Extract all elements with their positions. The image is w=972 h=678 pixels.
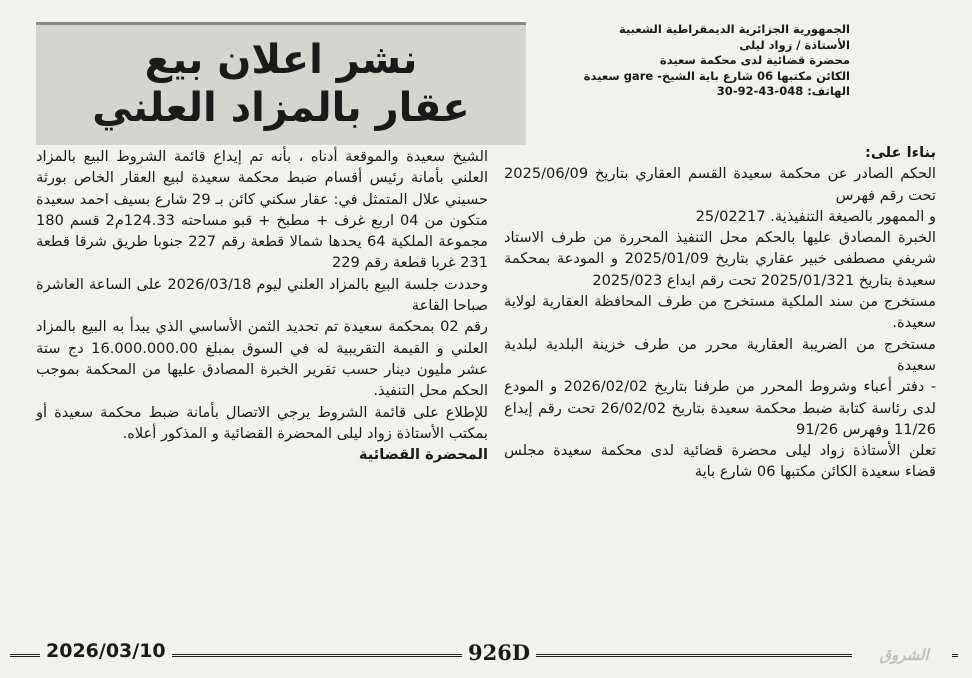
- paragraph-property-description: الشيخ سعيدة والموقعة أدناه ، بأنه تم إيداع قائمة الشروط البيع بالمزاد العلني بأمانة رئيس أقسام ضبط محكمة سعيدة لبيع العقار الخاص بورثة حسيني علال المتمثل في: عقار سكني كائن بـ 29 شارع بسيف احمد سعيدة متكون من 04 اربع غرف + مطبخ + قبو مساحته 124.33م2 قسم 180 مجموعة الملكية 64 يحدها شمالا قطعة رقم 227 جنوبا طريق شرقا قطعة 231 غربا قطعة رقم 229: [36, 148, 488, 272]
- paragraph-base-price: رقم 02 بمحكمة سعيدة تم تحديد الثمن الأساسي الذي يبدأ به البيع بالمزاد العلني و القيمة التقريبية له في السوق بمبلغ 16.000.000.00 دج ستة عشر مليون دينار حسب تقرير الخبرة المصادق عليها من المحكمة بموجب الحكم محل التنفيذ.: [36, 318, 488, 400]
- paragraph-title-deed: مستخرج من سند الملكية مستخرج من طرف المحافظة العقارية لولاية سعيدة.: [504, 293, 936, 332]
- header-office-address: الكائن مكتبها 06 شارع باية الشيخ- gare سعيدة: [583, 68, 850, 83]
- footer-ad-code: 926D: [462, 640, 536, 665]
- paragraph-contact: للإطلاع على قائمة الشروط يرجي الاتصال بأمانة ضبط محكمة سعيدة أو بمكتب الأستاذة زواد ليلى المحضرة القضائية و المذكور أعلاه.: [36, 403, 488, 442]
- title-line-2: عقار بالمزاد العلني: [92, 85, 470, 131]
- paragraph-auction-session: وحددت جلسة البيع بالمزاد العلني ليوم 2026/03/18 على الساعة العاشرة صباحا القاعة: [36, 275, 488, 315]
- paragraph-judgment: الحكم الصادر عن محكمة سعيدة القسم العقاري بتاريخ 2025/06/09 تحت رقم فهرس: [504, 165, 936, 204]
- paragraph-based-on: بناءا على:: [865, 144, 936, 161]
- header-bailiff-title: محضرة قضائية لدى محكمة سعيدة: [659, 53, 850, 67]
- header-phone: الهاتف: 048-43-92-30: [716, 84, 850, 98]
- newspaper-logo: [852, 644, 952, 666]
- title-line-1: نشر اعلان بيع: [144, 37, 418, 83]
- page-footer: [0, 640, 972, 676]
- paragraph-expertise: الخبرة المصادق عليها بالحكم محل التنفيذ المحررة من طرف الاستاد شريفي مصطفى خبير عقاري بتاريخ 2025/01/09 و المودعة بمحكمة سعيدة بتاريخ 2025/01/321 تحت رقم ايداع 2025/023: [504, 229, 936, 289]
- paragraph-property-tax: مستخرج من الضريبة العقارية محرر من طرف خزينة البلدية لبلدية سعيدة: [504, 335, 936, 374]
- right-text-column: [504, 142, 936, 483]
- paragraph-conditions-book: - دفتر أعباء وشروط المحرر من طرفنا بتاريخ 2026/02/02 و المودع لدى رئاسة كتابة ضبط محكمة سعيدة بتاريخ 26/02/02 تحت رقم إيداع 11/26 وفهرس 91/26: [504, 378, 936, 438]
- header-bailiff-name: الأستاذة / زواد ليلى: [739, 37, 850, 52]
- paragraph-executory: و الممهور بالصيغة التنفيذية. 25/02217: [695, 207, 936, 225]
- header-republic: الجمهورية الجزائرية الديمقراطية الشعبية: [618, 22, 850, 36]
- newspaper-logo-text: الشروق: [879, 646, 929, 664]
- issuer-header: [520, 22, 850, 100]
- announcement-title-box: [36, 22, 526, 145]
- signature-bailiff: المحضرة القضائية: [358, 446, 488, 464]
- paragraph-announcement-start: تعلن الأستاذة زواد ليلى محضرة قضائية لدى محكمة سعيدة مجلس قضاء سعيدة الكائن مكتبها 06 شارع باية: [504, 442, 936, 481]
- footer-date: 2026/03/10: [40, 640, 172, 662]
- left-text-column: [36, 146, 488, 465]
